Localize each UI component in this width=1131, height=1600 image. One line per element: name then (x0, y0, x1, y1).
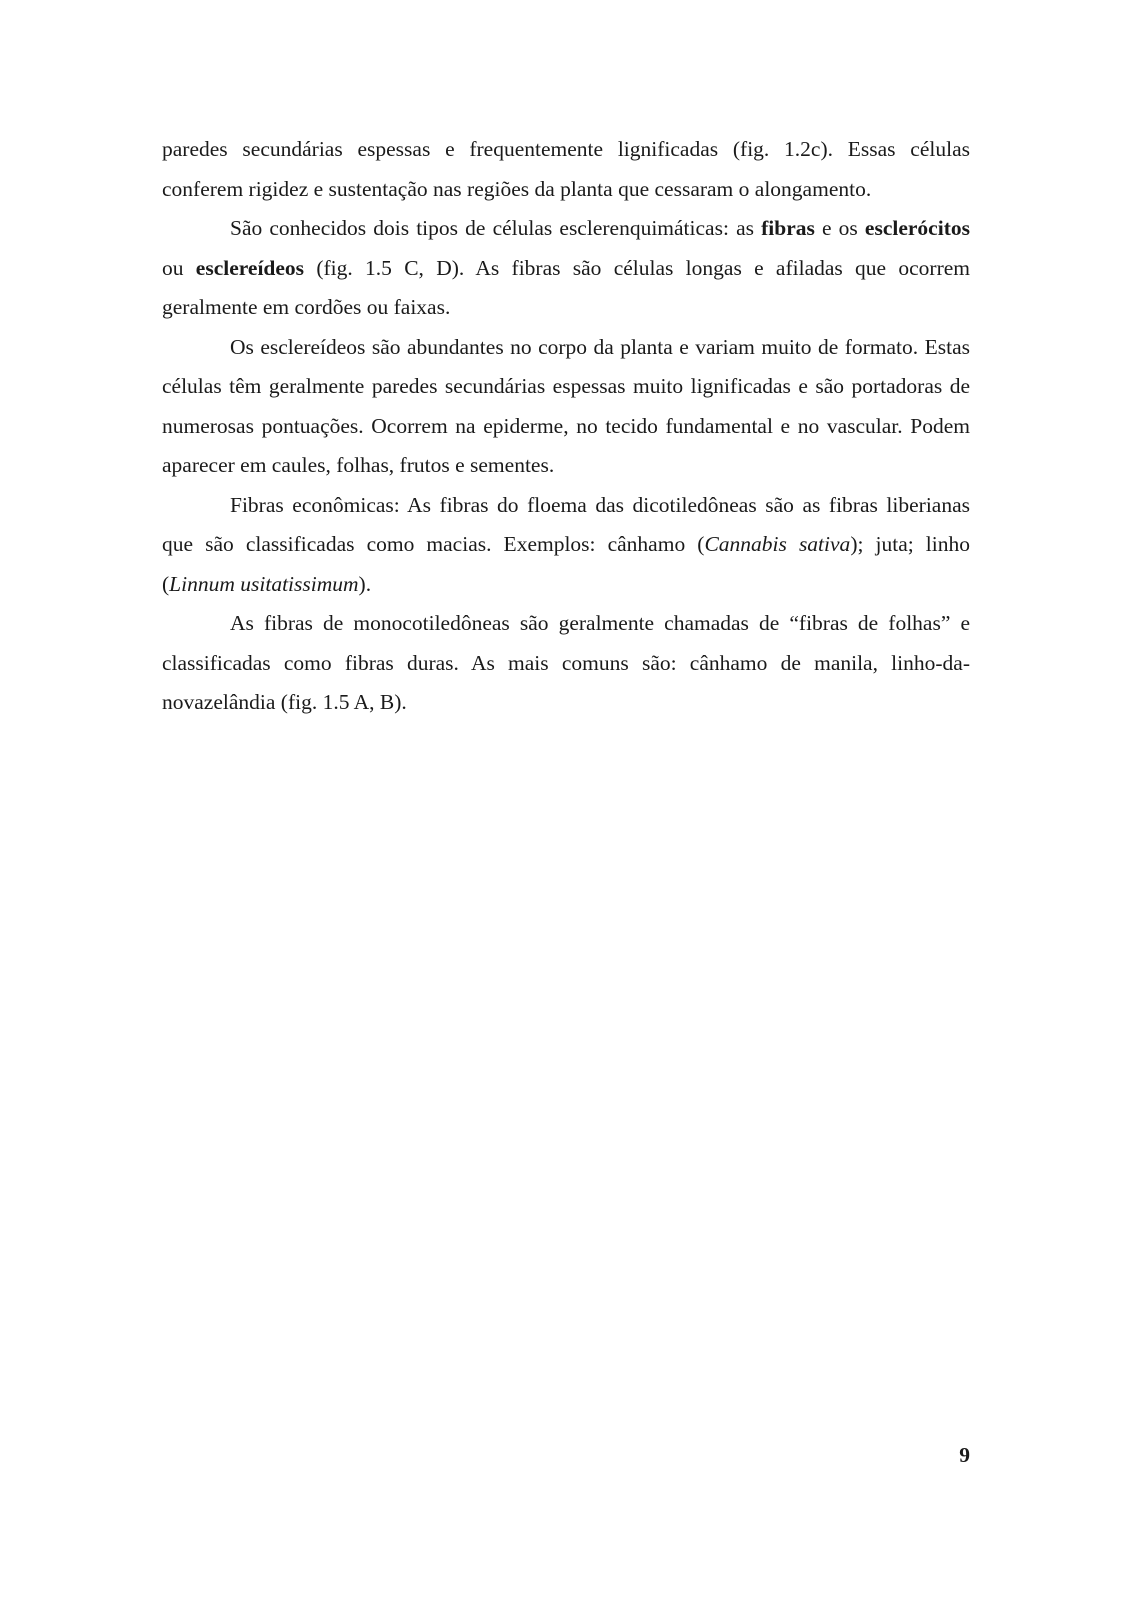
paragraph-text: Fibras econômicas: As fibras do floema das dicotiledôneas são as fibras liberianas que são classificadas como macias. Exemplos: cânhamo ( (162, 492, 970, 556)
term-fibras: fibras (761, 216, 815, 240)
paragraph-text: ). (358, 571, 372, 596)
paragraph-1 (162, 130, 970, 209)
species-linnum-usitatissimum: Linnum usitatissimum (169, 571, 359, 596)
paragraph-text: ou (162, 255, 196, 280)
paragraph-text: ); juta; linho ( (162, 532, 971, 596)
term-esclereideos: esclereídeos (195, 255, 305, 280)
paragraph-text: Os esclereídeos são abundantes no corpo da planta e variam muito de formato. Estas células têm geralmente paredes secundárias espessas muito lignificadas e são portadoras de numerosas pontuações. Ocorrem na epiderme, no tecido fundamental e no vascular. Podem aparecer em caules, folhas, frutos e sementes. (162, 334, 970, 477)
paragraph-5 (162, 604, 970, 723)
paragraph-text: e os (814, 216, 865, 240)
page-number: 9 (959, 1443, 970, 1467)
paragraph-3 (162, 328, 970, 486)
paragraph-text: (fig. 1.5 C, D). As fibras são células longas e afiladas que ocorrem geralmente em cordões ou faixas. (162, 255, 971, 319)
term-esclerocitos: esclerócitos (864, 216, 970, 240)
body-text (162, 130, 970, 723)
paragraph-text: paredes secundárias espessas e frequentemente lignificadas (fig. 1.2c). Essas células conferem rigidez e sustentação nas regiões da planta que cessaram o alongamento. (162, 137, 970, 201)
paragraph-4 (162, 486, 970, 605)
paragraph-text: As fibras de monocotiledôneas são geralmente chamadas de “fibras de folhas” e classificadas como fibras duras. As mais comuns são: cânhamo de manila, linho-da-novazelândia (fig. 1.5 A, B). (162, 611, 970, 714)
paragraph-text: São conhecidos dois tipos de células esclerenquimáticas: as (230, 216, 762, 240)
paragraph-2 (162, 209, 970, 328)
species-cannabis-sativa: Cannabis sativa (704, 532, 851, 556)
